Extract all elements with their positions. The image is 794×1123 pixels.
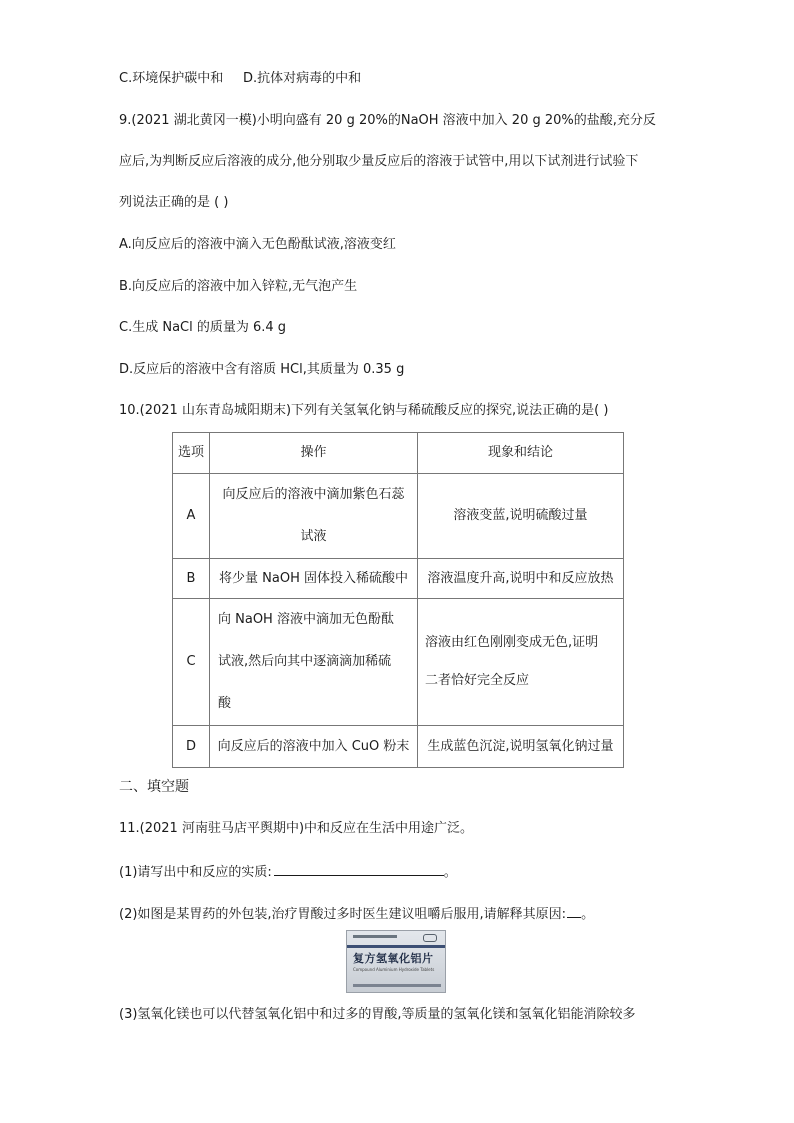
result-line: 溶液由红色刚刚变成无色,证明 <box>425 635 599 650</box>
q9-stem-line2: 应后,为判断反应后溶液的成分,他分别取少量反应后的溶液于试管中,用以下试剂进行试验下 <box>119 154 639 169</box>
row-option: C <box>173 599 210 726</box>
q10-stem: 10.(2021 山东青岛城阳期末)下列有关氢氧化钠与稀硫酸反应的探究,说法正确的是( ) <box>119 403 609 418</box>
section-title: 二、填空题 <box>119 779 189 795</box>
table-row <box>173 726 624 768</box>
row-operation: 将少量 NaOH 固体投入稀硫酸中 <box>210 559 418 599</box>
q8-options <box>119 70 361 88</box>
result-line: 二者恰好完全反应 <box>425 673 530 688</box>
table-row <box>173 599 624 726</box>
q9-option-a: A.向反应后的溶液中滴入无色酚酞试液,溶液变红 <box>119 237 396 252</box>
package-badge-icon <box>423 934 437 942</box>
table-header-row <box>173 433 624 474</box>
operation-line: 酸 <box>218 696 232 711</box>
row-result: 生成蓝色沉淀,说明氢氧化钠过量 <box>418 726 624 768</box>
row-result: 溶液温度升高,说明中和反应放热 <box>418 559 624 599</box>
q9-stem-line1: 9.(2021 湖北黄冈一模)小明向盛有 20 g 20%的NaOH 溶液中加入 20 g 20%的盐酸,充分反 <box>119 113 656 128</box>
q10-options-table <box>172 432 624 768</box>
operation-line: 向 NaOH 溶液中滴加无色酚酞 <box>218 612 394 627</box>
operation-line: 试液 <box>300 529 327 544</box>
row-result: 溶液变蓝,说明硫酸过量 <box>418 474 624 559</box>
operation-line: 试液,然后向其中逐滴滴加稀硫 <box>218 654 392 669</box>
medicine-package-image <box>346 930 446 993</box>
table-row <box>173 474 624 559</box>
q11-part2-end: 。 <box>581 907 595 922</box>
q11-part2 <box>119 903 594 924</box>
package-top-strip <box>353 935 397 938</box>
q11-part1 <box>119 861 457 882</box>
q9-stem-line3: 列说法正确的是 ( ) <box>119 195 229 210</box>
row-option: D <box>173 726 210 768</box>
header-option: 选项 <box>173 433 210 474</box>
header-result: 现象和结论 <box>418 433 624 474</box>
q11-stem: 11.(2021 河南驻马店平舆期中)中和反应在生活中用途广泛。 <box>119 821 474 836</box>
package-band <box>347 945 446 948</box>
q8-option-d: D.抗体对病毒的中和 <box>243 71 362 86</box>
q9-option-c: C.生成 NaCl 的质量为 6.4 g <box>119 320 287 335</box>
q9-option-d: D.反应后的溶液中含有溶质 HCl,其质量为 0.35 g <box>119 362 405 377</box>
q11-part2-text: (2)如图是某胃药的外包装,治疗胃酸过多时医生建议咀嚼后服用,请解释其原因: <box>119 907 567 922</box>
operation-line: 向反应后的溶液中滴加紫色石蕊 <box>222 487 405 502</box>
row-result <box>418 599 624 726</box>
q11-part1-text: (1)请写出中和反应的实质: <box>119 865 272 880</box>
table-row <box>173 559 624 599</box>
q8-option-c: C.环境保护碳中和 <box>119 71 224 86</box>
header-operation: 操作 <box>210 433 418 474</box>
row-operation <box>210 474 418 559</box>
q11-part3: (3)氢氧化镁也可以代替氢氧化铝中和过多的胃酸,等质量的氢氧化镁和氢氧化铝能消除较多 <box>119 1007 636 1022</box>
answer-blank-2[interactable] <box>567 903 581 918</box>
row-option: A <box>173 474 210 559</box>
q11-part1-end: 。 <box>443 865 457 880</box>
q9-option-b: B.向反应后的溶液中加入锌粒,无气泡产生 <box>119 279 358 294</box>
package-product-name: 复方氢氧化铝片 <box>353 952 434 965</box>
row-operation <box>210 599 418 726</box>
row-operation: 向反应后的溶液中加入 CuO 粉末 <box>210 726 418 768</box>
answer-blank-1[interactable] <box>274 861 444 876</box>
package-maker-strip <box>353 984 441 987</box>
row-option: B <box>173 559 210 599</box>
package-english-name: Compound Aluminium Hydroxide Tablets <box>353 967 435 972</box>
